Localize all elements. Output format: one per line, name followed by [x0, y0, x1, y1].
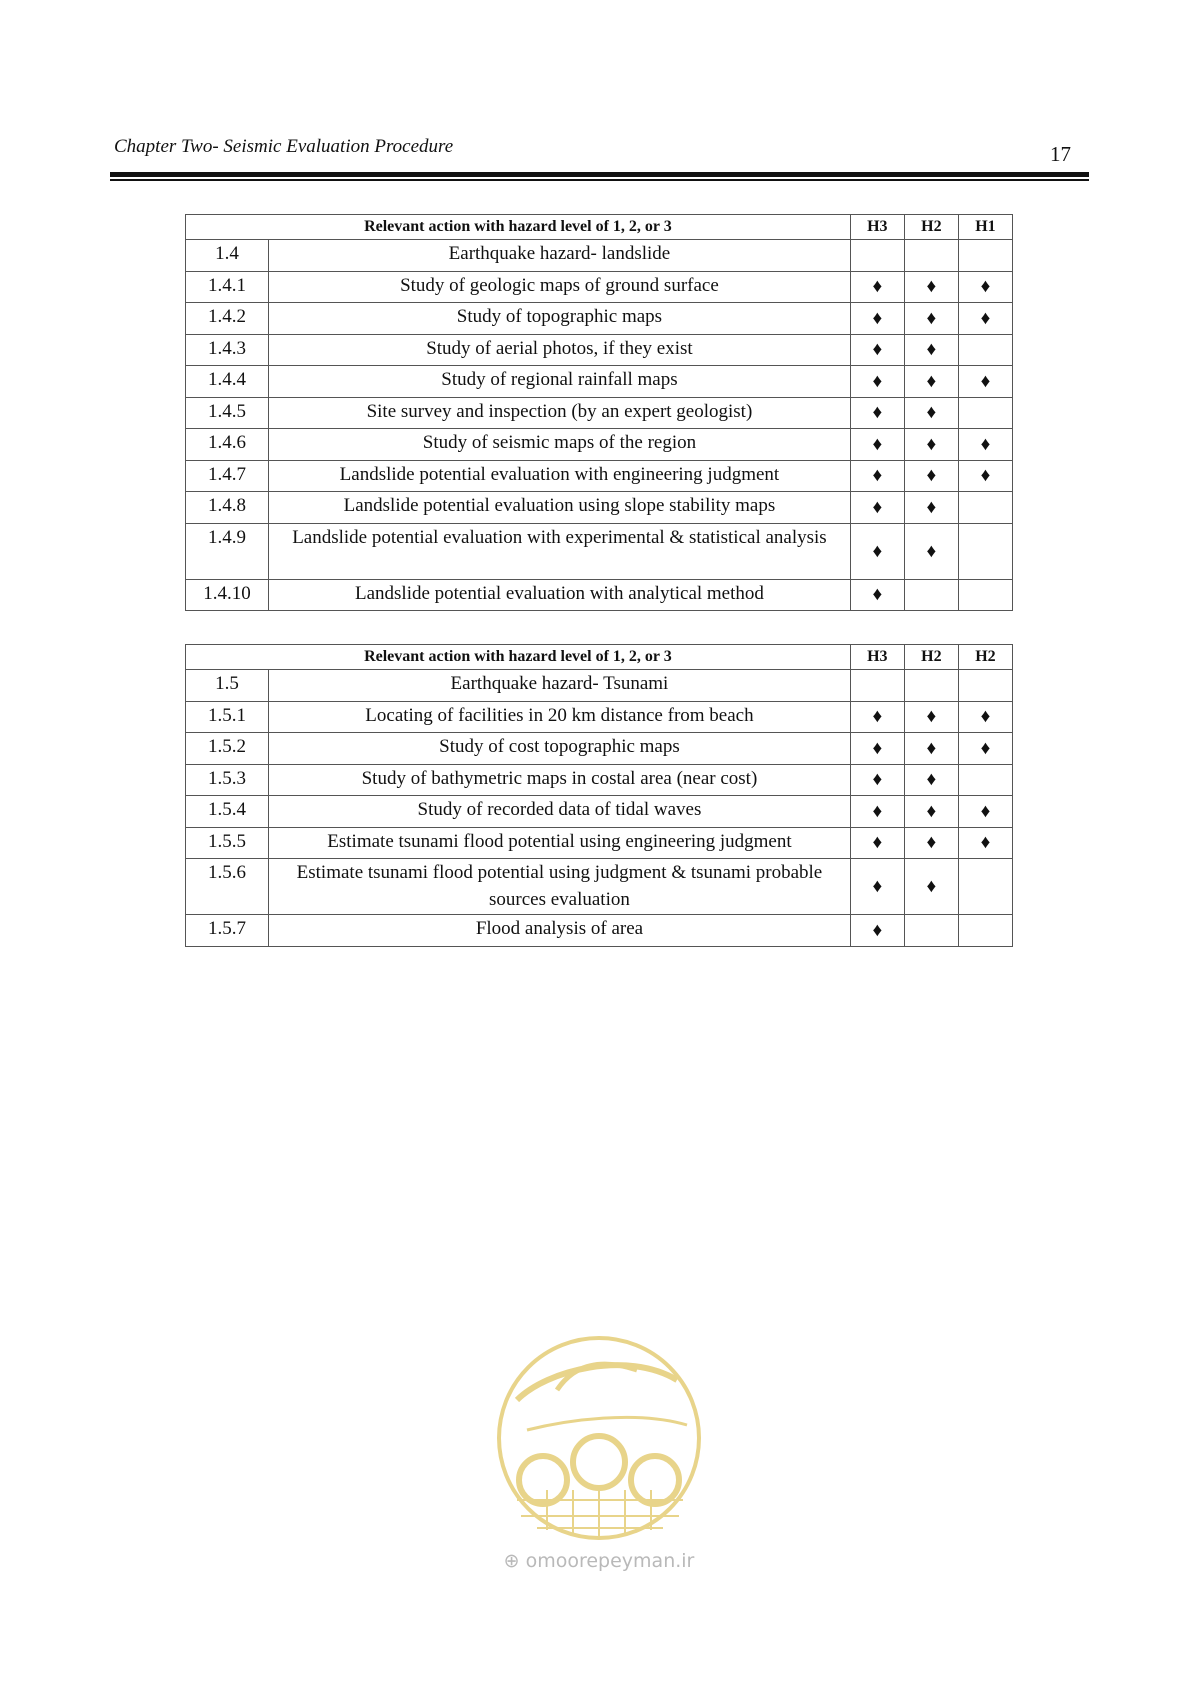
table-row — [186, 523, 1013, 579]
row-description: Study of aerial photos, if they exist — [269, 334, 851, 366]
row-number: 1.5.2 — [186, 733, 269, 765]
hazard-mark-cell — [904, 859, 958, 915]
watermark — [487, 1330, 711, 1590]
row-number: 1.5.3 — [186, 764, 269, 796]
watermark-url: ⊕ omoorepeyman.ir — [503, 1550, 695, 1572]
col-header-h3: H3 — [850, 645, 904, 670]
row-number: 1.4.6 — [186, 429, 269, 461]
hazard-mark-cell — [958, 429, 1012, 461]
table-row — [186, 429, 1013, 461]
header-rule-thin — [110, 179, 1089, 181]
hazard-mark-cell — [850, 397, 904, 429]
hazard-mark-cell — [850, 429, 904, 461]
diamond-icon: ♦ — [872, 584, 883, 606]
diamond-icon: ♦ — [872, 800, 883, 822]
diamond-icon: ♦ — [926, 307, 937, 329]
diamond-icon: ♦ — [872, 339, 883, 361]
hazard-mark-cell — [850, 915, 904, 947]
row-number: 1.4.9 — [186, 523, 269, 579]
hazard-mark-cell — [850, 303, 904, 335]
omoorepeyman-logo-icon — [487, 1330, 711, 1550]
row-number: 1.4.1 — [186, 271, 269, 303]
diamond-icon: ♦ — [926, 370, 937, 392]
diamond-icon: ♦ — [872, 706, 883, 728]
table-row — [186, 701, 1013, 733]
hazard-mark-cell — [904, 579, 958, 611]
table-row — [186, 764, 1013, 796]
row-description: Locating of facilities in 20 km distance from beach — [269, 701, 851, 733]
table-row — [186, 303, 1013, 335]
table-row — [186, 334, 1013, 366]
hazard-mark-cell — [850, 492, 904, 524]
row-number: 1.5.7 — [186, 915, 269, 947]
hazard-mark-cell — [958, 523, 1012, 579]
row-number: 1.4.4 — [186, 366, 269, 398]
hazard-mark-cell — [958, 859, 1012, 915]
row-number: 1.4.10 — [186, 579, 269, 611]
hazard-mark-cell — [958, 271, 1012, 303]
diamond-icon: ♦ — [872, 919, 883, 941]
hazard-mark-cell — [958, 492, 1012, 524]
landslide-actions-table — [185, 214, 1013, 611]
page-header — [114, 134, 1089, 174]
hazard-mark-cell — [904, 334, 958, 366]
diamond-icon: ♦ — [926, 402, 937, 424]
hazard-mark-cell — [850, 579, 904, 611]
col-header-h2: H2 — [904, 215, 958, 240]
diamond-icon: ♦ — [926, 339, 937, 361]
hazard-mark-cell — [850, 271, 904, 303]
diamond-icon: ♦ — [926, 433, 937, 455]
row-number: 1.5.5 — [186, 827, 269, 859]
hazard-mark-cell — [850, 764, 904, 796]
diamond-icon: ♦ — [872, 276, 883, 298]
header-rule-thick — [110, 172, 1089, 177]
tsunami-actions-table — [185, 644, 1013, 947]
diamond-icon: ♦ — [872, 832, 883, 854]
table-row — [186, 827, 1013, 859]
hazard-mark-cell — [904, 460, 958, 492]
hazard-mark-cell — [958, 366, 1012, 398]
table-row — [186, 366, 1013, 398]
hazard-mark-cell — [904, 366, 958, 398]
diamond-icon: ♦ — [980, 276, 991, 298]
table-row — [186, 915, 1013, 947]
diamond-icon: ♦ — [872, 402, 883, 424]
diamond-icon: ♦ — [872, 737, 883, 759]
chapter-title: Chapter Two- Seismic Evaluation Procedure — [114, 136, 454, 157]
hazard-mark-cell — [850, 701, 904, 733]
hazard-mark-cell — [904, 915, 958, 947]
hazard-mark-cell — [850, 334, 904, 366]
hazard-mark-cell — [904, 271, 958, 303]
hazard-mark-cell — [904, 397, 958, 429]
row-description: Landslide potential evaluation with engineering judgment — [269, 460, 851, 492]
hazard-mark-cell — [904, 523, 958, 579]
diamond-icon: ♦ — [980, 465, 991, 487]
diamond-icon: ♦ — [872, 370, 883, 392]
hazard-mark-cell — [850, 827, 904, 859]
diamond-icon: ♦ — [926, 276, 937, 298]
hazard-mark-cell — [904, 764, 958, 796]
section-row — [186, 670, 1013, 702]
hazard-mark-cell — [904, 827, 958, 859]
row-description: Landslide potential evaluation with experimental & statistical analysis — [269, 523, 851, 579]
hazard-mark-cell — [958, 303, 1012, 335]
row-description: Study of geologic maps of ground surface — [269, 271, 851, 303]
diamond-icon: ♦ — [872, 496, 883, 518]
hazard-mark-cell — [904, 701, 958, 733]
table-row — [186, 579, 1013, 611]
hazard-mark-cell — [850, 796, 904, 828]
diamond-icon: ♦ — [926, 737, 937, 759]
hazard-mark-cell — [958, 764, 1012, 796]
table-header-title: Relevant action with hazard level of 1, 2, or 3 — [186, 215, 851, 240]
table-header-title: Relevant action with hazard level of 1, 2, or 3 — [186, 645, 851, 670]
section-number: 1.4 — [186, 240, 269, 272]
diamond-icon: ♦ — [926, 769, 937, 791]
row-description: Site survey and inspection (by an expert geologist) — [269, 397, 851, 429]
table-header-row — [186, 215, 1013, 240]
row-description: Flood analysis of area — [269, 915, 851, 947]
hazard-mark-cell — [904, 429, 958, 461]
row-description: Study of topographic maps — [269, 303, 851, 335]
row-description: Estimate tsunami flood potential using engineering judgment — [269, 827, 851, 859]
row-description: Study of cost topographic maps — [269, 733, 851, 765]
diamond-icon: ♦ — [980, 706, 991, 728]
row-description: Study of recorded data of tidal waves — [269, 796, 851, 828]
diamond-icon: ♦ — [980, 370, 991, 392]
section-title: Earthquake hazard- landslide — [269, 240, 851, 272]
row-number: 1.4.8 — [186, 492, 269, 524]
row-number: 1.4.3 — [186, 334, 269, 366]
row-description: Study of regional rainfall maps — [269, 366, 851, 398]
diamond-icon: ♦ — [926, 465, 937, 487]
diamond-icon: ♦ — [872, 433, 883, 455]
table-row — [186, 492, 1013, 524]
hazard-mark-cell — [904, 796, 958, 828]
diamond-icon: ♦ — [926, 876, 937, 897]
hazard-mark-cell — [850, 859, 904, 915]
row-description: Study of seismic maps of the region — [269, 429, 851, 461]
diamond-icon: ♦ — [872, 876, 883, 897]
diamond-icon: ♦ — [980, 433, 991, 455]
diamond-icon: ♦ — [872, 465, 883, 487]
table-header-row — [186, 645, 1013, 670]
hazard-mark-cell — [904, 492, 958, 524]
col-header-h1: H1 — [958, 215, 1012, 240]
row-description: Landslide potential evaluation with analytical method — [269, 579, 851, 611]
hazard-mark-cell — [850, 733, 904, 765]
hazard-mark-cell — [850, 460, 904, 492]
hazard-mark-cell — [958, 579, 1012, 611]
diamond-icon: ♦ — [926, 832, 937, 854]
hazard-mark-cell — [958, 701, 1012, 733]
table-row — [186, 796, 1013, 828]
hazard-mark-cell — [958, 827, 1012, 859]
table-row — [186, 271, 1013, 303]
col-header-h3: H3 — [850, 215, 904, 240]
diamond-icon: ♦ — [872, 307, 883, 329]
table-row — [186, 397, 1013, 429]
diamond-icon: ♦ — [872, 540, 883, 562]
section-row — [186, 240, 1013, 272]
hazard-mark-cell — [958, 334, 1012, 366]
hazard-mark-cell — [958, 796, 1012, 828]
row-number: 1.4.2 — [186, 303, 269, 335]
diamond-icon: ♦ — [872, 769, 883, 791]
hazard-mark-cell — [904, 303, 958, 335]
row-description: Estimate tsunami flood potential using judgment & tsunami probable sources evaluation — [269, 859, 851, 915]
table-row — [186, 859, 1013, 915]
col-header-h2-second: H2 — [958, 645, 1012, 670]
hazard-mark-cell — [958, 460, 1012, 492]
row-number: 1.5.4 — [186, 796, 269, 828]
row-number: 1.5.6 — [186, 859, 269, 915]
section-number: 1.5 — [186, 670, 269, 702]
watermark-url-text: omoorepeyman.ir — [525, 1550, 695, 1572]
diamond-icon: ♦ — [980, 832, 991, 854]
diamond-icon: ♦ — [926, 800, 937, 822]
hazard-mark-cell — [904, 733, 958, 765]
table-row — [186, 733, 1013, 765]
diamond-icon: ♦ — [926, 706, 937, 728]
hazard-mark-cell — [850, 366, 904, 398]
row-number: 1.5.1 — [186, 701, 269, 733]
row-number: 1.4.7 — [186, 460, 269, 492]
row-description: Study of bathymetric maps in costal area (near cost) — [269, 764, 851, 796]
row-number: 1.4.5 — [186, 397, 269, 429]
diamond-icon: ♦ — [980, 800, 991, 822]
hazard-mark-cell — [958, 915, 1012, 947]
diamond-icon: ♦ — [980, 307, 991, 329]
hazard-mark-cell — [958, 733, 1012, 765]
diamond-icon: ♦ — [926, 540, 937, 562]
table-row — [186, 460, 1013, 492]
col-header-h2: H2 — [904, 645, 958, 670]
section-title: Earthquake hazard- Tsunami — [269, 670, 851, 702]
page-number: 17 — [1050, 142, 1071, 166]
hazard-mark-cell — [850, 523, 904, 579]
diamond-icon: ♦ — [926, 496, 937, 518]
hazard-mark-cell — [958, 397, 1012, 429]
row-description: Landslide potential evaluation using slope stability maps — [269, 492, 851, 524]
diamond-icon: ♦ — [980, 737, 991, 759]
